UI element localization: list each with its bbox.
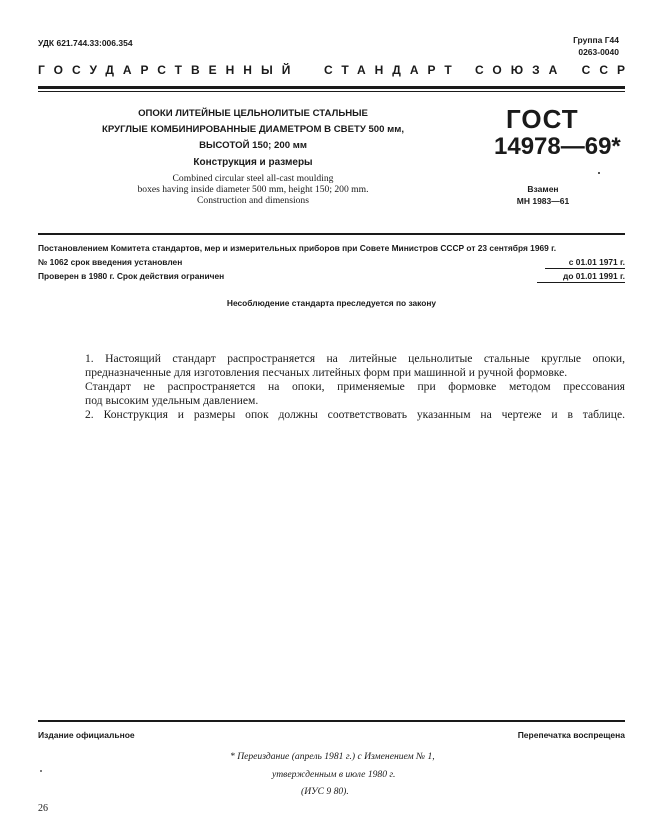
banner-word-union: СОЮЗА	[475, 63, 567, 77]
expiry-date-underline	[537, 282, 625, 283]
title-ru-subtitle: Конструкция и размеры	[193, 157, 313, 168]
decree-line-1: Постановлением Комитета стандартов, мер и измерительных приборов при Совете Министров СССР от 23 сентября 1969 г.	[38, 243, 557, 253]
title-en-line-2: boxes having inside diameter 500 mm, height 150; 200 mm.	[137, 184, 369, 195]
page-number: 26	[38, 803, 48, 814]
reissue-note-line-1: * Переиздание (апрель 1981 г.) с Изменением № 1,	[230, 751, 435, 762]
state-standard-banner	[38, 63, 634, 81]
body-p1-line-2: предназначенные для изготовления песчаных литейных форм при машинной и ручной формовке.	[85, 366, 568, 379]
top-thin-rule	[38, 91, 625, 92]
title-ru-line-3: ВЫСОТОЙ 150; 200 мм	[199, 140, 307, 151]
body-p2-line-1: Стандарт не распространяется на опоки, применяемые при формовке методом прессования	[85, 380, 625, 393]
standard-title	[58, 106, 448, 206]
print-speck	[598, 172, 600, 174]
edition-label: Издание официальное	[38, 730, 135, 740]
bottom-rule	[38, 720, 625, 722]
expiry-date: до 01.01 1991 г.	[563, 271, 625, 281]
decree-line-3: Проверен в 1980 г. Срок действия ограничен	[38, 271, 225, 281]
udc-code: УДК 621.744.33:006.354	[38, 38, 133, 48]
banner-word-ssr: ССР	[581, 63, 634, 77]
body-p2-line-2: под высоким удельным давлением.	[85, 394, 259, 407]
group-label: Группа Г44	[573, 35, 619, 45]
top-thick-rule	[38, 86, 625, 89]
title-en-line-3: Construction and dimensions	[197, 195, 309, 206]
title-en-line-1: Combined circular steel all-cast moulding	[172, 173, 334, 184]
effective-date: с 01.01 1971 г.	[568, 257, 625, 267]
group-code-block	[573, 34, 619, 58]
banner-word-standard: СТАНДАРТ	[324, 63, 461, 77]
classification-code: 0263-0040	[578, 47, 619, 57]
law-notice: Несоблюдение стандарта преследуется по закону	[226, 298, 437, 308]
body-p1-line-1: 1. Настоящий стандарт распространяется на литейные цельнолитые стальные круглые опоки,	[85, 352, 625, 365]
body-p3-line-1: 2. Конструкция и размеры опок должны соответствовать указанным на чертеже и в таблице.	[85, 408, 625, 421]
replaces-label: Взамен	[527, 184, 559, 194]
reissue-note-line-3: (ИУС 9 80).	[301, 786, 349, 797]
effective-date-underline	[545, 268, 625, 269]
gost-number: 14978—69*	[494, 133, 621, 160]
print-speck	[40, 770, 42, 772]
replaces-value: МН 1983—61	[516, 196, 570, 206]
gost-label: ГОСТ	[506, 104, 579, 134]
decree-line-2: № 1062 срок введения установлен	[38, 257, 183, 267]
banner-word-state: ГОСУДАРСТВЕННЫЙ	[38, 63, 300, 77]
reissue-note-line-2: утвержденным в июле 1980 г.	[272, 769, 396, 780]
reprint-notice: Перепечатка воспрещена	[517, 730, 625, 740]
title-ru-line-2: КРУГЛЫЕ КОМБИНИРОВАННЫЕ ДИАМЕТРОМ В СВЕТУ 500 мм,	[101, 124, 404, 135]
title-en-block	[58, 173, 448, 206]
replaces-block	[497, 183, 589, 207]
title-ru-line-1: ОПОКИ ЛИТЕЙНЫЕ ЦЕЛЬНОЛИТЫЕ СТАЛЬНЫЕ	[138, 108, 368, 119]
middle-rule	[38, 233, 625, 235]
